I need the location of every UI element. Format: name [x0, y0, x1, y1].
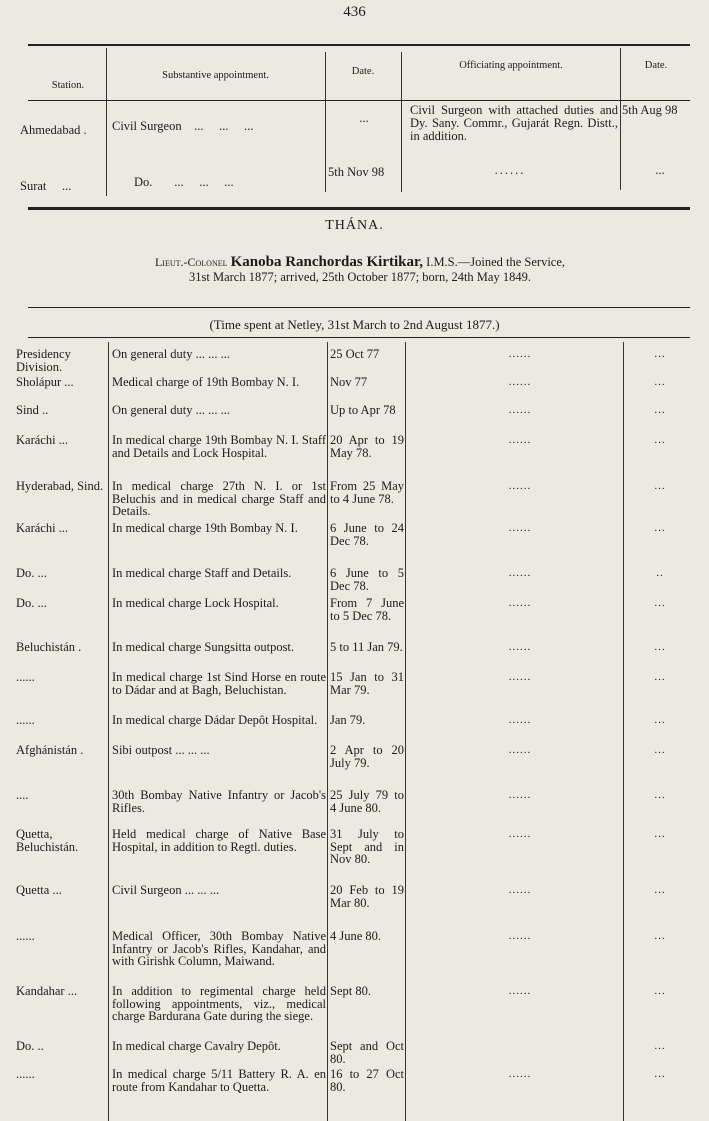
officiating-cell: ......: [508, 597, 532, 609]
officiating-date-cell: ..: [656, 567, 664, 579]
top-row-officiating: ......: [494, 163, 526, 177]
officiating-date-cell: ...: [654, 828, 666, 840]
officiating-date-cell: ...: [654, 480, 666, 492]
station-cell: Beluchistán .: [16, 640, 82, 654]
top-row-station: Surat ...: [20, 179, 72, 193]
station-cell: Afghánistán .: [16, 743, 84, 757]
header-substantive: Substantive appointment.: [162, 70, 269, 81]
top-row-date: 5th Nov 98: [328, 165, 385, 179]
header-date: Date.: [351, 66, 375, 77]
officiating-date-cell: ...: [654, 671, 666, 683]
top-row-station: Ahmedabad .: [20, 123, 87, 137]
officiating-cell: ......: [508, 789, 532, 801]
officiating-cell: ......: [508, 404, 532, 416]
officer-dates: 31st March 1877; arrived, 25th October 1877; born, 24th May 1849.: [189, 270, 531, 284]
appointment-cell: In medical charge Staff and Details.: [112, 566, 292, 580]
section-rule: [28, 307, 690, 308]
officiating-date-cell: ...: [654, 1040, 666, 1052]
date-cell: 31 July to Sept and in Nov 80.: [330, 827, 404, 866]
date-cell: 2 Apr to 20 July 79.: [330, 743, 404, 770]
appointment-cell: In medical charge 19th Bombay N. I.: [112, 521, 298, 535]
top-row-appointment: Do. ... ... ...: [134, 175, 234, 189]
officiating-cell: ......: [508, 884, 532, 896]
top-row-officiating: Civil Surgeon with attached duties and Dy. Sany. Commr., Gujarát Regn. Distt., in addition.: [410, 103, 618, 143]
date-cell: Sept and Oct 80.: [330, 1039, 404, 1066]
officiating-cell: ......: [508, 930, 532, 942]
date-cell: From 7 June to 5 Dec 78.: [330, 596, 404, 623]
officiating-date-cell: ...: [654, 789, 666, 801]
officiating-date-cell: ...: [654, 744, 666, 756]
appointment-cell: In medical charge 19th Bombay N. I. Staff and Details and Lock Hospital.: [112, 433, 326, 460]
netley-note: (Time spent at Netley, 31st March to 2nd August 1877.): [209, 317, 500, 332]
officiating-date-cell: ...: [654, 597, 666, 609]
date-cell: Nov 77: [330, 375, 368, 389]
section-title: THÁNA.: [325, 218, 384, 233]
table-header-rule: [28, 100, 690, 101]
station-cell: Do. ..: [16, 1039, 44, 1053]
records-col-divider: [623, 342, 624, 1121]
station-cell: Quetta ...: [16, 883, 62, 897]
officiating-cell: ......: [508, 1068, 532, 1080]
top-row-date: ...: [359, 111, 369, 125]
appointment-cell: In medical charge 27th N. I. or 1st Beluchis and in medical charge Staff and Details.: [112, 479, 326, 518]
appointment-cell: On general duty ... ... ...: [112, 347, 231, 361]
date-cell: Sept 80.: [330, 984, 371, 998]
date-cell: 16 to 27 Oct 80.: [330, 1067, 404, 1094]
top-row-date-2: ...: [655, 163, 665, 177]
header-date-2: Date.: [644, 60, 668, 71]
table-top-rule: [28, 44, 690, 46]
page-number: 436: [343, 4, 366, 20]
officiating-cell: ......: [508, 522, 532, 534]
officiating-date-cell: ...: [654, 376, 666, 388]
appointment-cell: In medical charge Cavalry Depôt.: [112, 1039, 281, 1053]
station-cell: Do. ...: [16, 566, 47, 580]
station-cell: Karáchi ...: [16, 433, 69, 447]
appointment-cell: In medical charge 5/11 Battery R. A. en route from Kandahar to Quetta.: [112, 1067, 326, 1094]
officiating-date-cell: ...: [654, 641, 666, 653]
officiating-cell: ......: [508, 348, 532, 360]
station-cell: Hyderabad, Sind.: [16, 479, 104, 493]
officiating-cell: ......: [508, 985, 532, 997]
appointment-cell: Medical Officer, 30th Bombay Native Infantry or Jacob's Rifles, Kandahar, and with Girishk Column, Maiwand.: [112, 929, 326, 968]
date-cell: 15 Jan to 31 Mar 79.: [330, 670, 404, 697]
officiating-cell: ......: [508, 480, 532, 492]
officiating-cell: ......: [508, 376, 532, 388]
station-cell: ......: [16, 713, 35, 727]
date-cell: 6 June to 24 Dec 78.: [330, 521, 404, 548]
appointment-cell: 30th Bombay Native Infantry or Jacob's Rifles.: [112, 788, 326, 815]
officiating-date-cell: ...: [654, 930, 666, 942]
date-cell: 20 Feb to 19 Mar 80.: [330, 883, 404, 910]
appointment-cell: Sibi outpost ... ... ...: [112, 743, 210, 757]
col-divider: [401, 52, 402, 192]
appointment-cell: Medical charge of 19th Bombay N. I.: [112, 375, 300, 389]
officiating-date-cell: ...: [654, 884, 666, 896]
officiating-date-cell: ...: [654, 1068, 666, 1080]
station-cell: Presidency Division.: [16, 347, 71, 374]
station-cell: Sholápur ...: [16, 375, 74, 389]
table-bottom-rule: [28, 207, 690, 210]
officiating-cell: ......: [508, 828, 532, 840]
header-station: Station.: [51, 80, 85, 91]
date-cell: Jan 79.: [330, 713, 366, 727]
date-cell: 4 June 80.: [330, 929, 382, 943]
station-cell: ......: [16, 929, 35, 943]
officer-rank: Lieut.-Colonel: [154, 255, 228, 269]
officiating-cell: ......: [508, 671, 532, 683]
date-cell: 5 to 11 Jan 79.: [330, 640, 403, 654]
officer-service: I.M.S.—Joined the Service,: [426, 255, 566, 269]
col-divider: [106, 48, 107, 196]
appointment-cell: Civil Surgeon ... ... ...: [112, 883, 220, 897]
date-cell: 6 June to 5 Dec 78.: [330, 566, 404, 593]
officer-name: Kanoba Ranchordas Kirtikar,: [230, 254, 424, 270]
officiating-cell: ......: [508, 434, 532, 446]
date-cell: 25 July 79 to 4 June 80.: [330, 788, 404, 815]
officiating-cell: ......: [508, 714, 532, 726]
station-cell: ....: [16, 788, 29, 802]
officiating-date-cell: ...: [654, 404, 666, 416]
appointment-cell: In medical charge 1st Sind Horse en route to Dádar and at Bagh, Beluchistan.: [112, 670, 326, 697]
appointment-cell: Held medical charge of Native Base Hospital, in addition to Regtl. duties.: [112, 827, 326, 854]
station-cell: Karáchi ...: [16, 521, 69, 535]
officer-heading: [60, 255, 660, 285]
officiating-date-cell: ...: [654, 434, 666, 446]
station-cell: Sind ..: [16, 403, 49, 417]
header-officiating: Officiating appointment.: [459, 60, 563, 71]
officiating-cell: ......: [508, 567, 532, 579]
appointment-cell: In addition to regimental charge held following appointments, viz., medical charge Bardurana Gate during the siege.: [112, 984, 326, 1023]
station-cell: Do. ...: [16, 596, 47, 610]
officiating-date-cell: ...: [654, 348, 666, 360]
officiating-date-cell: ...: [654, 985, 666, 997]
note-rule: [28, 337, 690, 338]
date-cell: 20 Apr to 19 May 78.: [330, 433, 404, 460]
officiating-date-cell: ...: [654, 714, 666, 726]
top-row-appointment: Civil Surgeon ... ... ...: [112, 119, 254, 133]
appointment-cell: In medical charge Lock Hospital.: [112, 596, 279, 610]
officiating-cell: ......: [508, 641, 532, 653]
appointment-cell: In medical charge Sungsitta outpost.: [112, 640, 295, 654]
officiating-cell: ......: [508, 744, 532, 756]
appointment-cell: In medical charge Dádar Depôt Hospital.: [112, 713, 318, 727]
station-cell: ......: [16, 670, 35, 684]
officiating-date-cell: ...: [654, 522, 666, 534]
top-row-date-2: 5th Aug 98: [622, 103, 678, 117]
station-cell: ......: [16, 1067, 35, 1081]
station-cell: Kandahar ...: [16, 984, 78, 998]
station-cell: Quetta, Beluchistán.: [16, 827, 79, 854]
date-cell: 25 Oct 77: [330, 347, 380, 361]
records-col-divider: [327, 342, 328, 1121]
appointment-cell: On general duty ... ... ...: [112, 403, 231, 417]
date-cell: From 25 May to 4 June 78.: [330, 479, 404, 506]
records-col-divider: [405, 342, 406, 1121]
date-cell: Up to Apr 78: [330, 403, 396, 417]
records-col-divider: [108, 342, 109, 1121]
